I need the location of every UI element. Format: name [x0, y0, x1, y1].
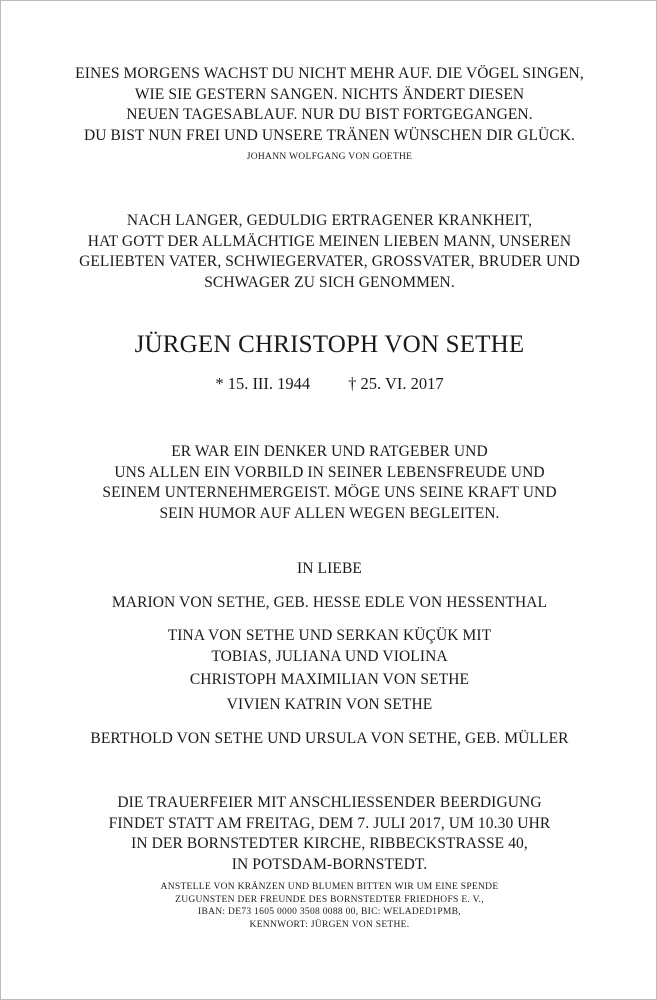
- quote-line: NEUEN TAGESABLAUF. NUR DU BIST FORTGEGANGEN.: [126, 106, 533, 123]
- quote-line: EINES MORGENS WACHST DU NICHT MEHR AUF. DIE VÖGEL SINGEN,: [75, 65, 584, 82]
- donation-line: ZUGUNSTEN DER FREUNDE DES BORNSTEDTER FRIEDHOFS E. V.,: [175, 894, 484, 905]
- goethe-quote: [1, 64, 657, 146]
- quote-line: DU BIST NUN FREI UND UNSERE TRÄNEN WÜNSCHEN DIR GLÜCK.: [83, 126, 576, 144]
- donation-line: KENNWORT: JÜRGEN VON SETHE.: [249, 919, 410, 930]
- funeral-line: IN DER BORNSTEDTER KIRCHE, RIBBECKSTRASSE 40,: [131, 835, 528, 852]
- life-dates: [1, 374, 657, 394]
- tribute-line: SEINEM UNTERNEHMERGEIST. MÖGE UNS SEINE KRAFT UND: [102, 484, 557, 501]
- death-date: † 25. VI. 2017: [348, 374, 444, 393]
- donation-line: ANSTELLE VON KRÄNZEN UND BLUMEN BITTEN WIR UM EINE SPENDE: [160, 882, 499, 892]
- birth-date: * 15. III. 1944: [215, 374, 311, 393]
- donation-line: IBAN: DE73 1605 0000 3508 0088 00, BIC: WELADED1PMB,: [198, 907, 461, 917]
- mourner-spouse: MARION VON SETHE, GEB. HESSE EDLE VON HESSENTHAL: [111, 594, 548, 611]
- mourner-daughter2: VIVIEN KATRIN VON SETHE: [226, 696, 433, 713]
- donation-info: [1, 881, 657, 931]
- announcement-line: SCHWAGER ZU SICH GENOMMEN.: [204, 273, 455, 291]
- quote-author: JOHANN WOLFGANG VON GOETHE: [246, 152, 413, 162]
- deceased-name: JÜRGEN CHRISTOPH VON SETHE: [134, 331, 525, 358]
- tribute-line: ER WAR EIN DENKER UND RATGEBER UND: [171, 443, 488, 460]
- funeral-line: FINDET STATT AM FREITAG, DEM 7. JULI 2017, UM 10.30 UHR: [108, 814, 551, 832]
- mourner-sibling: BERTHOLD VON SETHE UND URSULA VON SETHE, GEB. MÜLLER: [90, 730, 569, 747]
- announcement-line: NACH LANGER, GEDULDIG ERTRAGENER KRANKHEIT,: [126, 212, 533, 229]
- mourners-heading: IN LIEBE: [297, 560, 362, 577]
- mourner-line: TINA VON SETHE UND SERKAN KÜÇÜK MIT: [167, 627, 492, 644]
- death-announcement: [1, 211, 657, 293]
- funeral-info: [1, 793, 657, 875]
- announcement-line: HAT GOTT DER ALLMÄCHTIGE MEINEN LIEBEN MANN, UNSEREN: [87, 232, 572, 250]
- tribute-line: UNS ALLEN EIN VORBILD IN SEINER LEBENSFREUDE UND: [114, 463, 545, 481]
- tribute: [1, 442, 657, 524]
- funeral-line: IN POTSDAM-BORNSTEDT.: [231, 855, 428, 873]
- quote-line: WIE SIE GESTERN SANGEN. NICHTS ÄNDERT DIESEN: [134, 85, 525, 103]
- mourner-daughter: [1, 626, 657, 667]
- mourner-son: CHRISTOPH MAXIMILIAN VON SETHE: [189, 671, 470, 688]
- announcement-line: GELIEBTEN VATER, SCHWIEGERVATER, GROSSVATER, BRUDER UND: [79, 253, 580, 270]
- mourner-line: TOBIAS, JULIANA UND VIOLINA: [211, 647, 448, 665]
- funeral-line: DIE TRAUERFEIER MIT ANSCHLIESSENDER BEERDIGUNG: [117, 794, 542, 811]
- tribute-line: SEIN HUMOR AUF ALLEN WEGEN BEGLEITEN.: [159, 504, 500, 522]
